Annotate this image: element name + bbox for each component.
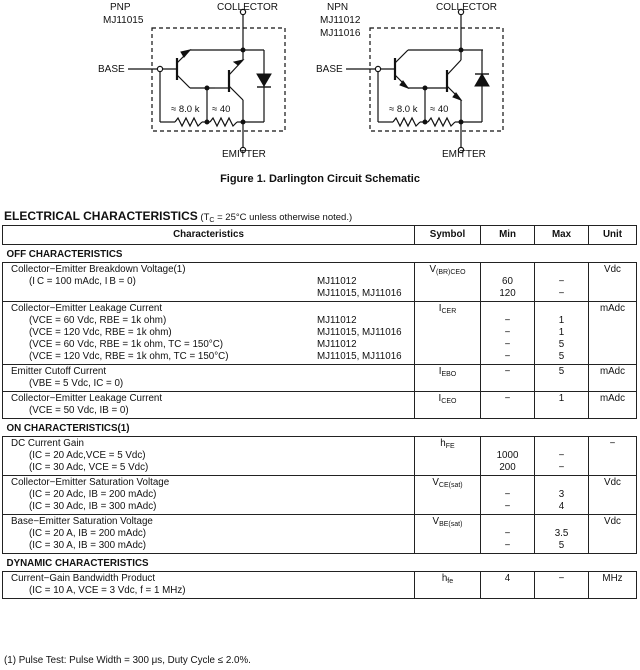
npn-part-label-1: MJ11012 <box>320 15 361 26</box>
unit: mAdc <box>589 392 637 419</box>
symbol: V <box>432 516 440 527</box>
char-name: DC Current Gain <box>11 438 84 449</box>
symbol: V <box>432 477 439 488</box>
symbol: I <box>438 393 442 404</box>
pnp-circuit <box>160 14 264 148</box>
col-header-characteristics: Characteristics <box>3 226 415 245</box>
unit: Vdc <box>589 515 637 554</box>
char-name: Current−Gain Bandwidth Product <box>11 573 156 584</box>
char-device: MJ11012 <box>317 276 357 287</box>
pnp-base-label: BASE <box>98 64 125 75</box>
symbol: I <box>438 303 442 314</box>
symbol: V <box>429 264 436 275</box>
npn-r1-label: ≈ 8.0 k <box>389 104 418 115</box>
pnp-r2-label: ≈ 40 <box>212 104 231 115</box>
col-header-max: Max <box>535 226 589 245</box>
char-name: Collector−Emitter Saturation Voltage <box>11 477 170 488</box>
npn-circuit <box>378 14 483 148</box>
symbol: I <box>438 366 442 377</box>
section-row-off: OFF CHARACTERISTICS <box>3 245 637 263</box>
col-header-min: Min <box>481 226 535 245</box>
table-header-row <box>3 226 637 245</box>
symbol: h <box>440 438 446 449</box>
unit: mAdc <box>589 302 637 365</box>
npn-part-label-2: MJ11016 <box>320 28 361 39</box>
table-row: Base−Emitter Saturation Voltage (IC = 20 A, IB = 200 mAdc) (IC = 30 A, IB = 300 mAdc) $V_{BE(sat)}$ − − 3.5 5 Vdc <box>3 515 637 554</box>
section-title: ELECTRICAL CHARACTERISTICS ($T_C = 25^\circ C$ unless otherwise noted.) <box>4 209 353 224</box>
unit: − <box>589 437 637 476</box>
char-name: Collector−Emitter Breakdown Voltage(1) <box>11 264 186 275</box>
electrical-characteristics-table <box>2 225 637 599</box>
unit: mAdc <box>589 365 637 392</box>
footnote: (1) Pulse Test: Pulse Width = 300 μs, Duty Cycle ≤ 2.0%. <box>4 655 251 666</box>
pnp-collector-label: COLLECTOR <box>217 2 278 13</box>
col-header-symbol: Symbol <box>415 226 481 245</box>
unit: Vdc <box>589 263 637 302</box>
pnp-part-label: MJ11015 <box>103 15 144 26</box>
section-row-dynamic: DYNAMIC CHARACTERISTICS <box>3 554 637 572</box>
char-condition: (I C = 100 mAdc, I B = 0) <box>29 276 136 287</box>
char-name: Collector−Emitter Leakage Current <box>11 303 163 314</box>
char-device: MJ11015, MJ11016 <box>317 288 402 299</box>
pnp-r1-label: ≈ 8.0 k <box>171 104 200 115</box>
table-row: Current−Gain Bandwidth Product (IC = 10 A, VCE = 3 Vdc, f = 1 MHz) $h_{fe}$ 4 − MHz <box>3 572 637 599</box>
section-row-on: ON CHARACTERISTICS(1) <box>3 419 637 437</box>
npn-base-label: BASE <box>316 64 343 75</box>
npn-type-label: NPN <box>327 2 349 13</box>
col-header-unit: Unit <box>589 226 637 245</box>
table-row: Emitter Cutoff Current (VBE = 5 Vdc, IC = 0) $I_{EBO}$ − 5 mAdc <box>3 365 637 392</box>
pnp-type-label: PNP <box>110 2 131 13</box>
symbol: h <box>441 573 448 584</box>
table-row: DC Current Gain (IC = 20 Adc,VCE = 5 Vdc) (IC = 30 Adc, VCE = 5 Vdc) $h_{FE}$ 1000 200 − − − <box>3 437 637 476</box>
figure-caption: Figure 1. Darlington Circuit Schematic <box>220 173 420 185</box>
char-name: Emitter Cutoff Current <box>11 366 107 377</box>
table-row: Collector−Emitter Saturation Voltage (IC = 20 Adc, IB = 200 mAdc) (IC = 30 Adc, IB = 300 mAdc) $V_{CE(sat)}$ − − 3 4 Vdc <box>3 476 637 515</box>
npn-collector-label: COLLECTOR <box>436 2 497 13</box>
char-name: Collector−Emitter Leakage Current <box>11 393 163 404</box>
npn-r2-label: ≈ 40 <box>430 104 449 115</box>
pnp-emitter-label: EMITTER <box>222 149 266 160</box>
table-row: Collector−Emitter Breakdown Voltage(1) (I C = 100 mAdc, I B = 0) MJ11012 MJ11015, MJ11016 $V_{(BR)CEO}$ 60 120 − − Vdc <box>3 263 637 302</box>
table-row: Collector−Emitter Leakage Current (VCE = 50 Vdc, IB = 0) $I_{CEO}$ − 1 mAdc <box>3 392 637 419</box>
table-row: Collector−Emitter Leakage Current (VCE = 60 Vdc, RBE = 1k ohm) MJ11012 (VCE = 120 Vdc, RBE = 1k ohm) MJ11015, MJ11016 (VCE = 60 Vdc, RBE = 1k ohm, TC = 150°C) MJ11012 (VCE = 120 Vdc, RBE = 1k ohm, TC = 150°C) MJ11015, MJ11016 $I_{CER}$ − − − − 1 1 5 5 mAdc <box>3 302 637 365</box>
unit: Vdc <box>589 476 637 515</box>
unit: MHz <box>589 572 637 599</box>
npn-emitter-label: EMITTER <box>442 149 486 160</box>
char-name: Base−Emitter Saturation Voltage <box>11 516 153 527</box>
